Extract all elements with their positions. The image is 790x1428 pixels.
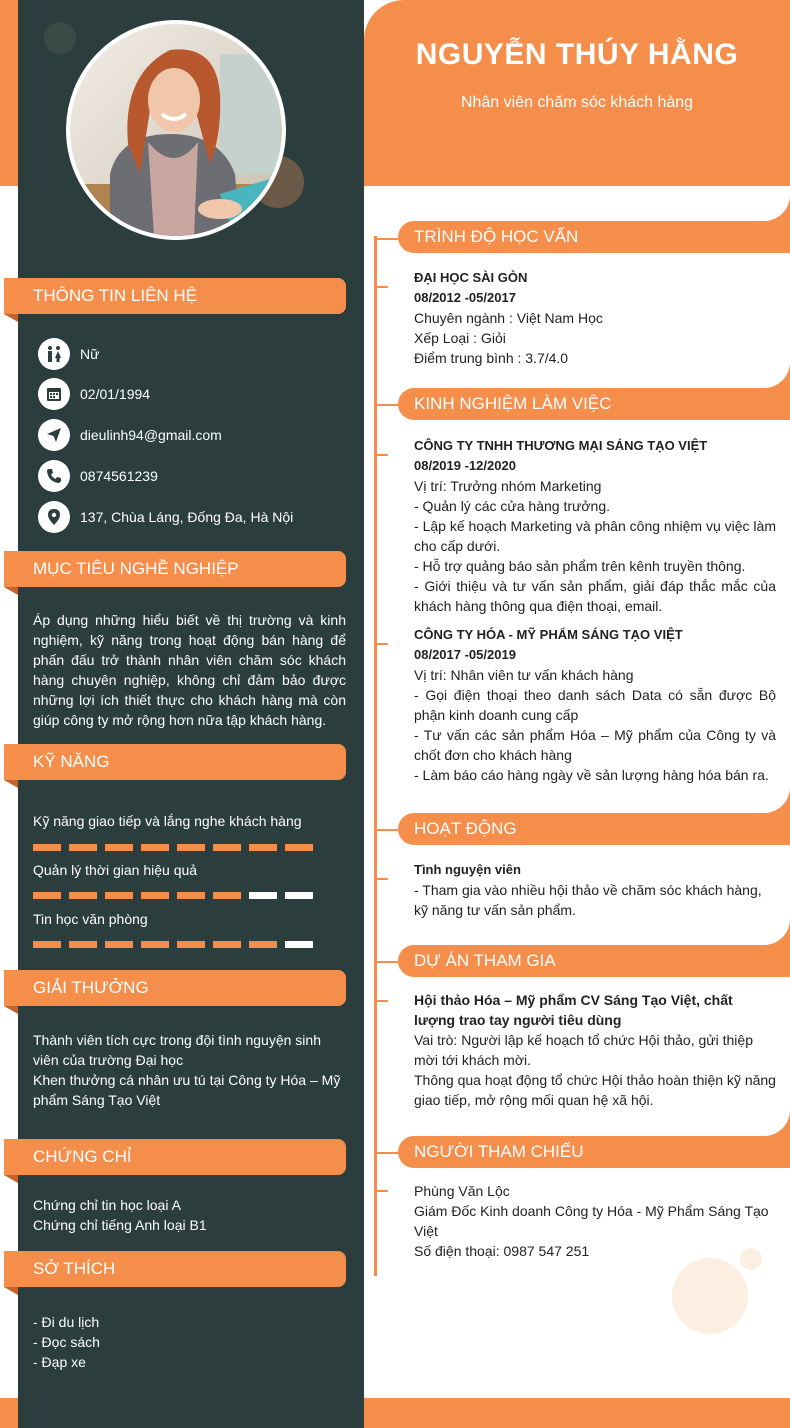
certificate-item: Chứng chỉ tiếng Anh loại B1 <box>33 1217 207 1233</box>
skill-segment <box>33 941 61 948</box>
skill-level-bar <box>33 844 313 851</box>
skill-segment <box>213 941 241 948</box>
skill-level-bar <box>33 941 313 948</box>
contact-heading: THÔNG TIN LIÊN HỆ <box>4 278 346 314</box>
skill-label: Quản lý thời gian hiệu quả <box>33 862 198 878</box>
timeline-tick <box>376 286 388 288</box>
project-text: Vai trò: Người lập kế hoạch tổ chức Hội thảo, gửi thiệp mời tới khách mời. Thông qua hoạt động tổ chức Hội thảo hoàn thiện kỹ năng giao tiếp, mở rộng mối quan hệ xã hội. <box>414 1032 776 1108</box>
objective-heading: MỤC TIÊU NGHỀ NGHIỆP <box>4 551 346 587</box>
decor-strip-top-left <box>0 0 18 186</box>
skill-segment <box>33 892 61 899</box>
contact-birthdate <box>38 378 150 410</box>
decor-circle <box>44 22 76 54</box>
skills-heading: KỸ NĂNG <box>4 744 346 780</box>
skill-segment <box>285 844 313 851</box>
skill-level-bar <box>33 892 313 899</box>
job-block <box>414 625 776 785</box>
timeline-tick <box>376 878 388 880</box>
skill-segment <box>105 844 133 851</box>
skill-label: Tin học văn phòng <box>33 911 148 927</box>
skill-segment <box>249 941 277 948</box>
school-name: ĐẠI HỌC SÀI GÒN <box>414 270 528 285</box>
hobby-item: - Đi du lịch <box>33 1314 100 1330</box>
contact-gender-text: Nữ <box>80 346 100 362</box>
header-background <box>364 0 790 186</box>
hobby-item: - Đọc sách <box>33 1334 100 1350</box>
project-title: Hội thảo Hóa – Mỹ phẩm CV Sáng Tạo Việt, chất lượng trao tay người tiêu dùng <box>414 992 733 1028</box>
skill-segment <box>105 892 133 899</box>
timeline-tick <box>376 961 398 963</box>
skill-segment <box>69 844 97 851</box>
gender-icon <box>38 338 70 370</box>
certificate-item: Chứng chỉ tin học loại A <box>33 1197 181 1213</box>
skill-segment <box>33 844 61 851</box>
skill-segment <box>213 844 241 851</box>
location-pin-icon <box>38 501 70 533</box>
job-company: CÔNG TY TNHH THƯƠNG MẠI SÁNG TẠO VIỆT <box>414 438 708 453</box>
candidate-name: NGUYỄN THÚY HẰNG <box>415 38 739 71</box>
job-period: 08/2017 -05/2019 <box>414 647 516 662</box>
phone-icon <box>38 460 70 492</box>
contact-gender <box>38 338 99 370</box>
calendar-icon <box>38 378 70 410</box>
contact-birthdate-text: 02/01/1994 <box>80 386 151 402</box>
skill-segment <box>213 892 241 899</box>
reference-text: Phùng Văn Lộc Giám Đốc Kinh doanh Công ty Hóa - Mỹ Phẩm Sáng Tạo Việt Số điện thoại: 0987 547 251 <box>414 1183 769 1259</box>
avatar <box>66 20 286 240</box>
job-block <box>414 436 776 616</box>
footer-bar <box>364 1398 790 1428</box>
hobbies-list <box>33 1312 346 1372</box>
certificates-heading: CHỨNG CHỈ <box>4 1139 346 1175</box>
skill-segment <box>249 892 277 899</box>
contact-phone <box>38 460 158 492</box>
education-line: Điểm trung bình : 3.7/4.0 <box>414 350 569 366</box>
education-period: 08/2012 -05/2017 <box>414 290 516 305</box>
hobbies-heading: SỞ THÍCH <box>4 1251 346 1287</box>
timeline-tick <box>376 1190 388 1192</box>
job-title: Nhân viên chăm sóc khách hàng <box>460 94 694 111</box>
job-company: CÔNG TY HÓA - MỸ PHẨM SÁNG TẠO VIỆT <box>414 627 683 642</box>
contact-address <box>38 501 293 533</box>
skill-segment <box>285 892 313 899</box>
send-icon <box>38 419 70 451</box>
contact-address-text: 137, Chùa Láng, Đống Đa, Hà Nội <box>80 509 294 525</box>
references-heading: NGƯỜI THAM CHIẾU <box>398 1136 790 1168</box>
skill-segment <box>177 844 205 851</box>
timeline-tick <box>376 404 398 406</box>
hobby-item: - Đạp xe <box>33 1354 86 1370</box>
contact-phone-text[interactable]: 0874561239 <box>80 468 158 484</box>
activities-heading: HOẠT ĐỘNG <box>398 813 790 845</box>
job-details: Vị trí: Trưởng nhóm Marketing - Quản lý các cửa hàng trưởng. - Lập kế hoạch Marketing và phân công nhiệm vụ việc làm cho cấp dưới. - Hỗ trợ quảng báo sản phẩm trên kênh truyền thông. - Giới thiệu và tư vấn sản phẩm, giải đáp thắc mắc của khách hàng thông qua điện thoại, email. <box>414 478 776 614</box>
timeline-tick <box>376 1000 388 1002</box>
education-heading: TRÌNH ĐỘ HỌC VẤN <box>398 221 790 253</box>
certificates-list <box>33 1195 346 1235</box>
skill-segment <box>249 844 277 851</box>
award-item: Thành viên tích cực trong đội tình nguyện sinh viên của trường Đại học <box>33 1032 321 1068</box>
skill-segment <box>105 941 133 948</box>
skill-segment <box>141 941 169 948</box>
contact-email <box>38 419 222 451</box>
awards-heading: GIẢI THƯỞNG <box>4 970 346 1006</box>
timeline-tick <box>376 238 398 240</box>
activities-block <box>414 860 776 920</box>
awards-list <box>33 1030 346 1110</box>
activity-text: - Tham gia vào nhiều hội thảo về chăm sóc khách hàng, kỹ năng tư vấn sản phẩm. <box>414 882 762 918</box>
decor-strip-bottom-left <box>0 1398 18 1428</box>
skill-segment <box>141 844 169 851</box>
skill-label: Kỹ năng giao tiếp và lắng nghe khách hàng <box>33 813 302 829</box>
timeline-tick <box>376 1152 398 1154</box>
contact-email-text[interactable]: dieulinh94@gmail.com <box>80 427 222 443</box>
timeline-line <box>374 236 377 1276</box>
skill-segment <box>285 941 313 948</box>
job-details: Vị trí: Nhân viên tư vấn khách hàng - Gọi điện thoại theo danh sách Data có sẵn được Bộ phận kinh doanh cung cấp - Tư vấn các sản phẩm Hóa – Mỹ phẩm của Công ty và chốt đơn cho khách hàng - Làm báo cáo hàng ngày về sản lượng hàng hóa bán ra. <box>414 667 776 783</box>
person-photo-icon <box>70 24 282 236</box>
skill-segment <box>177 941 205 948</box>
education-block <box>414 268 776 368</box>
award-item: Khen thưởng cá nhân ưu tú tại Công ty Hóa – Mỹ phẩm Sáng Tạo Việt <box>33 1072 341 1108</box>
education-line: Chuyên ngành : Việt Nam Học <box>414 310 603 326</box>
projects-block <box>414 990 776 1110</box>
job-period: 08/2019 -12/2020 <box>414 458 516 473</box>
skill-segment <box>141 892 169 899</box>
skill-segment <box>177 892 205 899</box>
experience-heading: KINH NGHIỆM LÀM VIỆC <box>398 388 790 420</box>
timeline-tick <box>376 643 388 645</box>
activity-title: Tình nguyện viên <box>414 862 521 877</box>
skill-segment <box>69 892 97 899</box>
skill-segment <box>69 941 97 948</box>
projects-heading: DỰ ÁN THAM GIA <box>398 945 790 977</box>
education-line: Xếp Loại : Giỏi <box>414 330 506 346</box>
decor-circle <box>672 1258 748 1334</box>
timeline-tick <box>376 829 398 831</box>
objective-text: Áp dụng những hiểu biết về thị trường và kinh nghiệm, kỹ năng trong hoạt động bán hàng để phấn đấu trở thành nhân viên chăm sóc khách hàng chuyên nghiệp, không chỉ đảm bảo được những lợi ích thiết thực cho khách hàng mà còn giúp công ty mở rộng hơn nữa tập khách hàng. <box>33 612 346 728</box>
timeline-tick <box>376 454 388 456</box>
